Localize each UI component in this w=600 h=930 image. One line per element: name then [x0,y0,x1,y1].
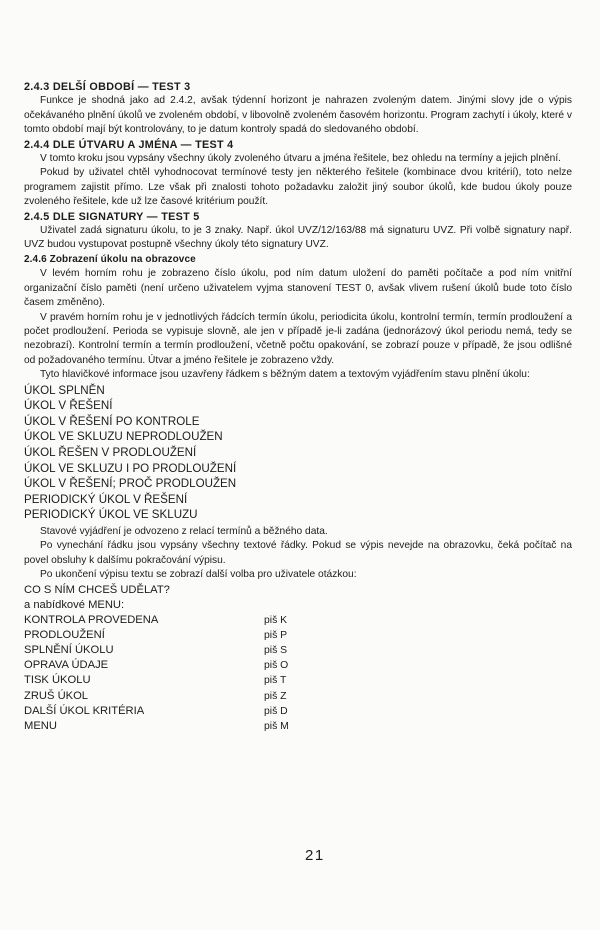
menu-label: OPRAVA ÚDAJE [24,659,109,672]
paragraph: V levém horním rohu je zobrazeno číslo úkolu, pod ním datum uložení do paměti počítače a pod ním vnitřní organizační číslo paměti (není určeno uživatelem vyjma stanovení TEST 0, avšak vlivem rušení úkolů bude toto číslo časem změněno). [24,268,572,309]
menu-key: piš T [264,675,287,687]
status-list-item: ÚKOL V ŘEŠENÍ PO KONTROLE [24,414,200,428]
status-list [24,383,572,523]
menu-intro: a nabídkové MENU: [24,598,125,611]
menu-key: piš P [264,629,288,641]
section-heading-2-4-5: 2.4.5 DLE SIGNATURY — TEST 5 [24,210,200,223]
status-list-item: PERIODICKÝ ÚKOL VE SKLUZU [24,508,198,522]
menu-row [24,719,572,734]
status-list-item: ÚKOL VE SKLUZU NEPRODLOUŽEN [24,430,223,444]
paragraph: Pokud by uživatel chtěl vyhodnocovat termínové testy jen některého řešitele (kombinace dvou kritérií), toto nelze programem zajistit přímo. Lze však při znalosti tohoto požadavku založit jiný soubor úkolů, kde budou úkoly pouze zvoleného řešitele, kde už lze časové kritérium použít. [24,167,572,208]
menu-label: KONTROLA PROVEDENA [24,613,159,626]
status-list-item: PERIODICKÝ ÚKOL V ŘEŠENÍ [24,492,188,506]
menu-key: piš S [264,644,288,656]
page-content [24,80,572,734]
menu-row [24,704,572,719]
paragraph: Stavové vyjádření je odvozeno z relací termínů a běžného data. [40,525,328,537]
menu-key: piš O [264,660,289,672]
section-heading-2-4-6: 2.4.6 Zobrazení úkolu na obrazovce [24,253,196,265]
menu-label: ZRUŠ ÚKOL [24,689,89,702]
menu-label: MENU [24,719,57,732]
menu-key: piš D [264,705,288,717]
menu-label: SPLNĚNÍ ÚKOLU [24,643,114,656]
paragraph: V tomto kroku jsou vypsány všechny úkoly zvoleného útvaru a jména řešitele, bez ohledu na termíny a jejich plnění. [40,153,561,165]
status-list-item: ÚKOL ŘEŠEN V PRODLOUŽENÍ [24,445,197,459]
section-heading-2-4-3: 2.4.3 DELŠÍ OBDOBÍ — TEST 3 [24,81,191,93]
paragraph: V pravém horním rohu je v jednotlivých řádcích termín úkolu, periodicita úkolu, kontrolní termín, termín prodloužení a počet prodloužení. Perioda se vypisuje slovně, ale jen v případě je-li zadána (jednorázový úkol periodu nemá, tedy se nezobrazí). Kontrolní termín a termín prodloužení, včetně počtu opakování, se zobrazí pouze v případě, že jsou odlišné od požadovaného termínu. Útvar a jméno řešitele je zobrazeno vždy. [24,311,572,366]
menu-row [24,689,572,704]
status-list-item: ÚKOL SPLNĚN [24,383,105,397]
menu-label: PRODLOUŽENÍ [24,628,105,641]
status-list-item: ÚKOL V ŘEŠENÍ [24,399,113,413]
section-heading-2-4-4: 2.4.4 DLE ÚTVARU A JMÉNA — TEST 4 [24,138,234,151]
menu-row [24,613,572,628]
menu-row [24,628,572,643]
menu-key: piš Z [264,690,287,702]
menu-label: DALŠÍ ÚKOL KRITÉRIA [24,704,145,717]
menu-row [24,643,572,658]
prompt-question: CO S NÍM CHCEŠ UDĚLAT? [24,583,170,596]
status-list-item: ÚKOL V ŘEŠENÍ; PROČ PRODLOUŽEN [24,477,237,491]
paragraph: Funkce je shodná jako ad 2.4.2, avšak týdenní horizont je nahrazen zvoleným datem. Jinými slovy jde o výpis očekávaného plnění úkolů ve zvoleném období, v libovolně zvoleném časovém horizontu. Program zachytí i úkoly, které v tomto období mají být kontrolovány, to je datum kontroly spadá do sledovaného období. [24,95,572,136]
menu-row [24,673,572,688]
menu-row [24,658,572,673]
status-list-item: ÚKOL VE SKLUZU I PO PRODLOUŽENÍ [24,461,237,475]
paragraph: Po vynechání řádku jsou vypsány všechny textové řádky. Pokud se výpis nevejde na obrazovku, čeká počítač na povel obsluhy k dalšímu pokračování výpisu. [24,540,572,566]
paragraph: Tyto hlavičkové informace jsou uzavřeny řádkem s běžným datem a textovým vyjádřením stavu plnění úkolu: [40,369,530,381]
menu-label: TISK ÚKOLU [24,674,91,687]
menu-key: piš M [264,720,289,732]
page-number: 21 [305,847,325,864]
paragraph: Uživatel zadá signaturu úkolu, to je 3 znaky. Např. úkol UVZ/12/163/88 má signaturu UVZ. Při volbě signatury např. UVZ budou vystupovat postupně všechny úkoly této signatury UVZ. [24,225,572,251]
menu-key: piš K [264,614,288,626]
menu-list [24,613,572,735]
paragraph: Po ukončení výpisu textu se zobrazí další volba pro uživatele otázkou: [40,569,357,581]
